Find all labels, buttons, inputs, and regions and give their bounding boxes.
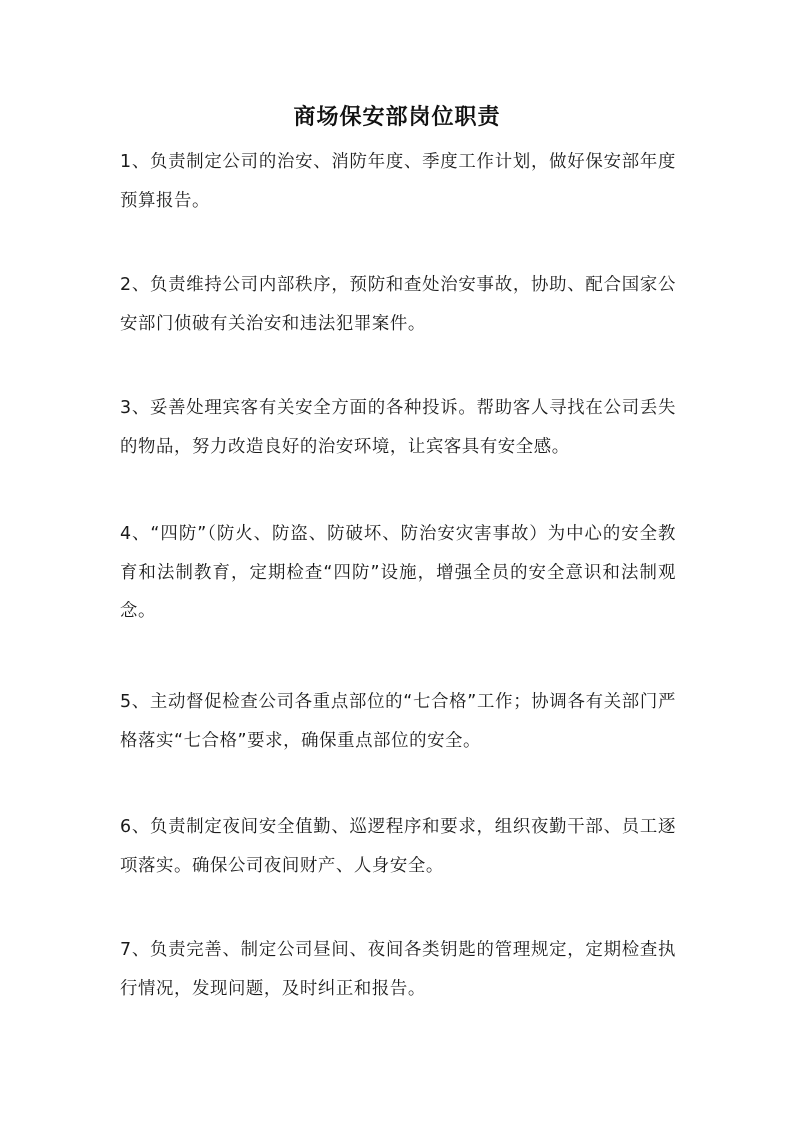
duty-paragraph-5: 5、主动督促检查公司各重点部位的“七合格”工作；协调各有关部门严格落实“七合格”要求，确保重点部位的安全。 [120, 692, 676, 751]
duty-paragraph-6: 6、负责制定夜间安全值勤、巡逻程序和要求，组织夜勤干部、员工逐项落实。确保公司夜间财产、人身安全。 [120, 817, 676, 876]
duty-paragraph-2: 2、负责维持公司内部秩序，预防和查处治安事故，协助、配合国家公安部门侦破有关治安和违法犯罪案件。 [120, 275, 676, 334]
duty-paragraph-3: 3、妥善处理宾客有关安全方面的各种投诉。帮助客人寻找在公司丢失的物品，努力改造良好的治安环境，让宾客具有安全感。 [120, 398, 676, 457]
document-title: 商场保安部岗位职责 [293, 104, 501, 130]
duty-paragraph-4: 4、“四防”（防火、防盗、防破坏、防治安灾害事故）为中心的安全教育和法制教育，定期检查“四防”设施，增强全员的安全意识和法制观念。 [120, 524, 676, 621]
duty-paragraph-1: 1、负责制定公司的治安、消防年度、季度工作计划，做好保安部年度预算报告。 [120, 152, 676, 211]
duty-paragraph-7: 7、负责完善、制定公司昼间、夜间各类钥匙的管理规定，定期检查执行情况，发现问题，及时纠正和报告。 [120, 940, 676, 999]
